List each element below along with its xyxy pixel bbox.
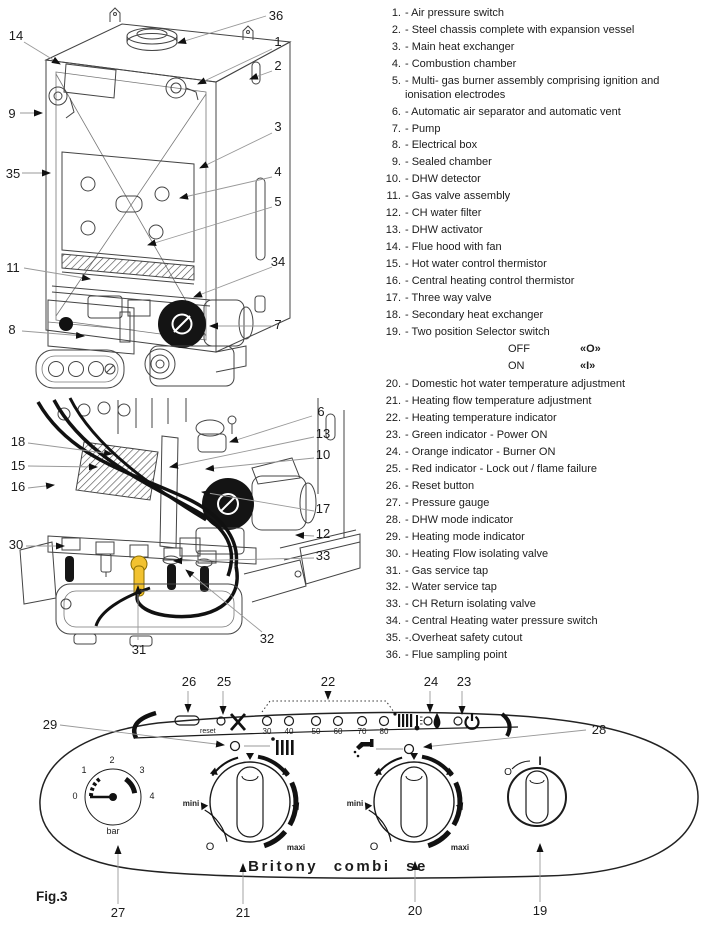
- scale-40: 40: [284, 727, 294, 736]
- part-number: 21.: [385, 394, 401, 407]
- part-description: - DHW mode indicator: [405, 513, 514, 526]
- part-description: - Main heat exchanger: [405, 40, 515, 53]
- control-panel-figure: [0, 668, 705, 931]
- parts-list-item: [380, 173, 702, 187]
- part-description: - Pressure gauge: [405, 496, 490, 509]
- parts-list-item: [380, 326, 702, 340]
- callout-9: 9: [8, 106, 16, 121]
- part-number: 18.: [385, 309, 401, 322]
- callout-12: 12: [315, 526, 331, 541]
- part-number: 3.: [391, 40, 401, 53]
- part-description: - DHW detector: [405, 173, 481, 186]
- parts-list-item: [380, 139, 702, 153]
- parts-list-item: [380, 41, 702, 55]
- part-description: - Multi- gas burner assembly comprising ignition and ionisation electrodes: [405, 74, 660, 101]
- heating-indicator-bracket: [262, 701, 394, 712]
- callout-18: 18: [10, 434, 26, 449]
- part-number: 27.: [385, 496, 401, 509]
- part-number: 9.: [391, 156, 401, 169]
- boiler-exploded-diagram: [0, 0, 380, 400]
- parts-list-item: [380, 24, 702, 38]
- parts-list-item: [380, 75, 702, 102]
- diagram1-leader-lines: [20, 16, 272, 336]
- figure-label: Fig.3: [36, 889, 68, 904]
- gauge-tick-2: 2: [109, 755, 115, 765]
- callout-13: 13: [315, 426, 331, 441]
- callout-25: 25: [216, 674, 232, 689]
- part-number: 35.: [385, 632, 401, 645]
- part-number: 13.: [385, 224, 401, 237]
- callout-22: 22: [320, 674, 336, 689]
- part-description: - Gas valve assembly: [405, 190, 511, 203]
- selector-state-row: [380, 343, 702, 357]
- callout-4: 4: [274, 164, 282, 179]
- chassis-illustration: [36, 8, 290, 388]
- part-description: - Sealed chamber: [405, 156, 492, 169]
- boiler-hydraulic-diagram: [0, 398, 380, 670]
- parts-list-item: [380, 615, 702, 629]
- ch-return-valve-handle: [167, 564, 176, 590]
- callout-3: 3: [274, 119, 282, 134]
- parts-list-item: [380, 190, 702, 204]
- heating-flow-valve-handle: [65, 556, 74, 582]
- part-description: - Air pressure switch: [405, 7, 505, 19]
- part-number: 34.: [385, 615, 401, 628]
- part-description: - Heating mode indicator: [405, 530, 525, 543]
- scale-60: 60: [333, 727, 343, 736]
- part-number: 32.: [385, 581, 401, 594]
- callout-27: 27: [110, 905, 126, 920]
- parts-list-item: [380, 292, 702, 306]
- part-number: 5.: [391, 74, 401, 87]
- gauge-unit: bar: [106, 826, 120, 836]
- part-number: 4.: [391, 57, 401, 70]
- callout-15: 15: [10, 458, 26, 473]
- parts-list-item: [380, 106, 702, 120]
- part-description: - CH Return isolating valve: [405, 598, 536, 611]
- parts-list-item: [380, 632, 702, 646]
- selector-state-label: OFF: [508, 343, 530, 356]
- knob-mini-label: mini: [346, 799, 364, 808]
- parts-list-item: [380, 463, 702, 477]
- part-number: 29.: [385, 530, 401, 543]
- part-description: - Green indicator - Power ON: [405, 428, 548, 441]
- part-number: 6.: [391, 105, 401, 118]
- part-number: 8.: [391, 139, 401, 152]
- knob-mini-label: mini: [182, 799, 200, 808]
- parts-list-item: [380, 258, 702, 272]
- part-number: 10.: [385, 173, 401, 186]
- callout-29: 29: [42, 717, 58, 732]
- combustion-chamber: [62, 152, 194, 262]
- parts-list-item: [380, 598, 702, 612]
- selector-state-row: [380, 360, 702, 374]
- part-description: - Central Heating water pressure switch: [405, 615, 598, 628]
- scale-50: 50: [311, 727, 321, 736]
- callout-17: 17: [315, 501, 331, 516]
- part-description: - Electrical box: [405, 139, 478, 152]
- part-description: - Heating flow temperature adjustment: [405, 394, 592, 407]
- callout-16: 16: [10, 479, 26, 494]
- parts-list-item: [380, 548, 702, 562]
- knob-maxi-label: maxi: [286, 843, 306, 852]
- parts-list-item: [380, 649, 702, 663]
- parts-list-item: [380, 531, 702, 545]
- gauge-tick-3: 3: [139, 765, 145, 775]
- parts-list-item: [380, 378, 702, 392]
- selector-state-label: ON: [508, 360, 525, 373]
- hydraulic-illustration: [20, 398, 360, 646]
- part-description: - Heating Flow isolating valve: [405, 547, 549, 560]
- callout-10: 10: [315, 447, 331, 462]
- callout-28: 28: [591, 722, 607, 737]
- parts-list-item: [380, 565, 702, 579]
- parts-list-item: [380, 224, 702, 238]
- callout-21: 21: [235, 905, 251, 920]
- callout-5: 5: [274, 194, 282, 209]
- gauge-tick-4: 4: [149, 791, 155, 801]
- part-number: 26.: [385, 479, 401, 492]
- parts-list-item: [380, 58, 702, 72]
- part-number: 30.: [385, 547, 401, 560]
- callout-34: 34: [270, 254, 286, 269]
- part-description: - Combustion chamber: [405, 57, 517, 70]
- parts-list-item: [380, 395, 702, 409]
- part-number: 33.: [385, 598, 401, 611]
- part-description: - Central heating control thermistor: [405, 275, 575, 288]
- callout-19: 19: [532, 903, 548, 918]
- selector-off-label: O: [504, 767, 512, 778]
- callout-33: 33: [315, 548, 331, 563]
- callout-24: 24: [423, 674, 439, 689]
- part-number: 31.: [385, 564, 401, 577]
- callout-6: 6: [317, 404, 325, 419]
- air-separator: [196, 416, 236, 452]
- part-number: 15.: [385, 258, 401, 271]
- part-description: - DHW activator: [405, 224, 483, 237]
- scale-70: 70: [357, 727, 367, 736]
- parts-list-item: [380, 497, 702, 511]
- part-number: 20.: [385, 377, 401, 390]
- part-number: 11.: [386, 190, 401, 203]
- part-description: - Heating temperature indicator: [405, 411, 557, 424]
- part-number: 25.: [385, 462, 401, 475]
- part-description: - CH water filter: [405, 207, 482, 220]
- brand-text: Britony combi se: [248, 858, 428, 875]
- part-description: - Steel chassis complete with expansion vessel: [405, 23, 635, 36]
- knob-off-label: O: [369, 841, 379, 853]
- diagram2-leader-lines: [26, 416, 314, 640]
- selector-on-label: I: [538, 754, 542, 768]
- part-description: - Two position Selector switch: [405, 326, 550, 339]
- parts-list-item: [380, 514, 702, 528]
- scale-30: 30: [262, 727, 272, 736]
- callout-36: 36: [268, 8, 284, 23]
- callout-7: 7: [274, 317, 282, 332]
- parts-list-item: [380, 275, 702, 289]
- part-description: - Gas service tap: [405, 564, 489, 577]
- knob-off-label: O: [205, 841, 215, 853]
- part-description: - Hot water control thermistor: [405, 258, 547, 271]
- parts-list-item: [380, 309, 702, 323]
- part-number: 24.: [385, 445, 401, 458]
- callout-31: 31: [131, 642, 147, 657]
- callout-2: 2: [274, 58, 282, 73]
- parts-list-item: [380, 581, 702, 595]
- knob-maxi-label: maxi: [450, 843, 470, 852]
- parts-list-item: [380, 446, 702, 460]
- parts-list: [380, 7, 702, 666]
- part-description: - Domestic hot water temperature adjustment: [405, 377, 626, 390]
- part-number: 17.: [385, 292, 401, 305]
- part-description: - Secondary heat exchanger: [405, 309, 544, 322]
- selector-state-symbol: «I»: [580, 360, 596, 373]
- parts-list-item: [380, 207, 702, 221]
- callout-1: 1: [274, 34, 282, 49]
- part-number: 16.: [385, 275, 401, 288]
- part-description: - Water service tap: [405, 581, 497, 594]
- part-number: 19.: [385, 326, 401, 339]
- pump: [158, 300, 253, 348]
- part-number: 2.: [391, 23, 401, 36]
- gauge-tick-0: 0: [72, 791, 78, 801]
- callout-32: 32: [259, 631, 275, 646]
- scale-80: 80: [379, 727, 389, 736]
- callout-8: 8: [8, 322, 16, 337]
- part-number: 28.: [385, 513, 401, 526]
- callout-14: 14: [8, 28, 24, 43]
- part-description: - Flue hood with fan: [405, 241, 502, 254]
- reset-label: reset: [200, 728, 216, 735]
- part-description: - Three way valve: [405, 292, 492, 305]
- callout-30: 30: [8, 537, 24, 552]
- part-number: 23.: [385, 428, 401, 441]
- part-description: - Red indicator - Lock out / flame failure: [405, 462, 597, 475]
- callout-26: 26: [181, 674, 197, 689]
- parts-list-item: [380, 241, 702, 255]
- parts-list-item: [380, 480, 702, 494]
- part-number: 1.: [391, 7, 401, 19]
- valve-manifold: [48, 536, 256, 596]
- part-number: 12.: [385, 207, 401, 220]
- parts-list-item: [380, 123, 702, 137]
- parts-list-item: [380, 156, 702, 170]
- parts-list-item: [380, 429, 702, 443]
- part-description: - Automatic air separator and automatic vent: [405, 105, 621, 118]
- callout-11: 11: [6, 260, 20, 275]
- part-description: - Orange indicator - Burner ON: [405, 445, 556, 458]
- gauge-tick-1: 1: [81, 765, 87, 775]
- callout-35: 35: [5, 166, 21, 181]
- parts-list-item: [380, 412, 702, 426]
- part-description: - Reset button: [405, 479, 475, 492]
- part-description: - Pump: [405, 122, 441, 135]
- callout-20: 20: [407, 903, 423, 918]
- part-description: - Flue sampling point: [405, 649, 508, 662]
- flue-collar: [127, 28, 177, 51]
- part-description: -.Overheat safety cutout: [405, 632, 523, 645]
- callout-23: 23: [456, 674, 472, 689]
- part-number: 36.: [385, 649, 401, 662]
- part-number: 14.: [385, 241, 401, 254]
- part-number: 22.: [385, 411, 401, 424]
- selector-state-symbol: «O»: [580, 343, 601, 356]
- parts-list-item: [380, 7, 702, 21]
- part-number: 7.: [391, 122, 401, 135]
